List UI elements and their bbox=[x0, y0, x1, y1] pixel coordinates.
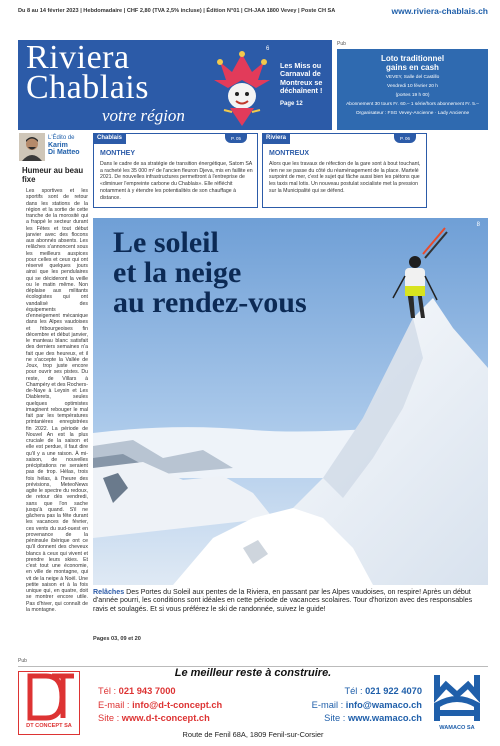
teaser-text: Les Miss ou Carnaval de Montreux se déchaînent ! bbox=[280, 61, 323, 96]
top-info-bar bbox=[18, 5, 488, 17]
brief-section-tab: Riviera bbox=[262, 133, 290, 144]
brief-page-ref: P. 05 bbox=[225, 134, 247, 143]
brief-body: Dans le cadre de sa stratégie de transition énergétique, Satom SA a racheté les 35 000 m² de l'ancien fleuron Djeva, mis en faillite en 2021. De nouvelles infrastructures permettront à l'entreprise de «diminuer l'empreinte carbone du Chablais». Elle réfléchit notamment à y étendre les potentialités de son chauffage à distance. bbox=[100, 161, 253, 201]
loto-brand: Lady Ancienne bbox=[437, 111, 470, 116]
site-value: www.d-t-concept.ch bbox=[121, 713, 210, 723]
masthead-title-line2: Chablais bbox=[26, 69, 149, 106]
editorial-label: L'Édito de bbox=[48, 135, 75, 141]
loto-advertisement[interactable] bbox=[337, 49, 488, 130]
hero-caption bbox=[93, 588, 488, 613]
loto-doors: (portes 19 h 00) bbox=[395, 93, 430, 98]
site-value: www.wamaco.ch bbox=[347, 713, 422, 723]
email-label: E-mail : bbox=[98, 699, 133, 710]
wamaco-logo-mark bbox=[432, 671, 482, 725]
masthead-title bbox=[26, 40, 149, 106]
ad-slogan: Le meilleur reste à construire. bbox=[174, 667, 332, 679]
ad-label-bottom: Pub bbox=[18, 658, 27, 664]
caption-text: Des Portes du Soleil aux pentes de la Riviera, en passant par les Alpes vaudoises, on respire! Après un début d'année pourri, les conditions sont idéales en cette période de vacances scolaires. Tour d'horizon avec des responsables ravis et soulagés. Et si vous préférez le ski de randonnée, suivez le guide! bbox=[93, 588, 473, 613]
hero-headline-line2: et la neige bbox=[113, 256, 242, 289]
phone-value: 021 943 7000 bbox=[118, 686, 176, 696]
hero-headline-line1: Le soleil bbox=[113, 226, 219, 259]
dt-website[interactable] bbox=[98, 712, 248, 726]
email-value: info@d-t-concept.ch bbox=[132, 699, 223, 710]
carnival-mascot-illustration bbox=[210, 50, 274, 128]
editorial-headline: Humeur au beau fixe bbox=[22, 166, 84, 184]
hero-headline-line3: au rendez-vous bbox=[113, 286, 307, 319]
email-label: E-mail : bbox=[311, 699, 346, 710]
masthead-subtitle: votre région bbox=[102, 106, 185, 125]
phone-label: Tél : bbox=[344, 686, 366, 696]
wamaco-email[interactable] bbox=[256, 699, 422, 713]
dt-phone[interactable] bbox=[98, 685, 248, 699]
brief-page-ref: P. 06 bbox=[394, 134, 416, 143]
author-first-name: Karim bbox=[48, 142, 68, 149]
dt-brand-name: DT CONCEPT SA bbox=[26, 723, 72, 729]
dt-concept-logo bbox=[18, 671, 80, 735]
construction-advertisement[interactable] bbox=[18, 666, 488, 741]
dt-email[interactable] bbox=[98, 699, 248, 713]
wamaco-brand-name: WAMACO SA bbox=[439, 725, 475, 731]
author-last-name: Di Matteo bbox=[48, 149, 80, 156]
ad-label-top: Pub bbox=[337, 41, 346, 47]
email-value: info@wamaco.ch bbox=[345, 699, 422, 710]
editorial-body: Les sportives et les sportifs sont de retour dans les stations de la région et la sortie de cette tranche de la morosité qui a frappé le secteur durant les Fêtes et tout début janvier avec des flocons aux abonnés absents. Les relâches s'annoncent sous les meilleurs auspices pour celles et ceux qui ont réservé quelques jours ainsi que les pendulaires qui se décideront la veille ou le matin même. Non déplaise aux militants écologistes qui ont vandalisé des équipements d'enneigement mécanique dans les Alpes vaudoises et fribourgeoises fin décembre et début janvier, le manteau blanc satisfait des derniers semaines n'a fait que des heureux, et il ne s'accepte la Vallée de Joux, trop juste encore pour ouvrir ses pistes. Du reste, de Villars à Champéry et des Rochers-de-Naye à Leysin et Les Diablerets, seules quelques optimistes imaginent rebouger le mal fait par les températures printanières enregistrées fin 2022. La période de Nouvel An est la plus cruciale de la saison et elle est perdue, il faut dire qu'il y a une raison. À mi-saison, de nouvelles précipitations ne seraient pas de trop. Hélas, trois fois hélas, à l'heure des prévisions, MeteoNews agite le spectre du redoux, de retour dès vendredi, sans que l'on sache jusqu'à quand. S'il ne gâchera pas la fête durant les vacances de février, ces vents du sud-ouest en provenance de la péninsule ibérique ont ce qu'il donnent des cheveux blancs à ceux qui vivent et prendre leurs skies. Et c'est tout une économie, en ville de montagne, qui vit de la neige à Noël. Une petite saison et à la fois unique qui, en quatre, doit se montrer encore utile. Pas d'hiver, qui connaît de la montagne. bbox=[26, 188, 88, 613]
ad-address: Route de Fenil 68A, 1809 Fenil-sur-Corsier bbox=[182, 730, 324, 739]
teaser-page: Page 12 bbox=[280, 100, 303, 107]
brief-montreux[interactable] bbox=[262, 133, 427, 208]
loto-organizer: Organisateur : FSG Vevey-Ancienne · Lady Ancienne bbox=[355, 111, 470, 116]
wamaco-website[interactable] bbox=[256, 712, 422, 726]
loto-title-line1: Loto traditionnel bbox=[380, 54, 445, 63]
caption-page-refs: Pages 03, 09 et 20 bbox=[93, 636, 141, 642]
loto-venue: VEVEY, Salle del Castillo bbox=[385, 75, 440, 80]
loto-organizer-text: Organisateur : FSG Vevey-Ancienne bbox=[355, 111, 434, 116]
author-name bbox=[48, 142, 92, 156]
loto-title-line2: gains en cash bbox=[386, 63, 439, 72]
hero-photo[interactable] bbox=[93, 218, 488, 585]
loto-subscription: Abonnement 30 tours Fr. 60.– 1 série/hors abonnement Fr. 5.– bbox=[346, 102, 479, 107]
masthead-teaser[interactable] bbox=[280, 62, 332, 108]
author-avatar bbox=[19, 133, 45, 161]
wamaco-contact-block bbox=[256, 685, 422, 726]
website-link[interactable]: www.riviera-chablais.ch bbox=[391, 6, 488, 16]
brief-body: Alors que les travaux de réfection de la gare sont à bout touchant, rien ne se passe du côté du réaménagement de la place. Martelé surpoint de mer, c'est le sujet qui fâche aussi bien les piétons que les taxis mal lotis. Un nouveau postulat socialiste met la pression sur la Municipalité qui se défend. bbox=[269, 161, 421, 194]
brief-heading: MONTREUX bbox=[269, 150, 310, 157]
site-label: Site : bbox=[324, 713, 348, 723]
dt-logo-mark bbox=[22, 672, 76, 722]
masthead-page-number: 6 bbox=[266, 46, 270, 52]
hero-headline bbox=[113, 228, 307, 318]
brief-section-tab: Chablais bbox=[93, 133, 126, 144]
issue-meta: Du 8 au 14 février 2023 | Hebdomadaire | CHF 2,80 (TVA 2,5% incluse) | Édition N°01 | CH-JAA 1800 Vevey | Poste CH SA bbox=[18, 8, 336, 14]
loto-date: Vendredi 10 février 20 h bbox=[387, 84, 438, 89]
site-label: Site : bbox=[98, 713, 122, 723]
caption-keyword: Relâches bbox=[93, 588, 125, 596]
masthead-title-line1: Riviera bbox=[26, 40, 130, 76]
dt-contact-block bbox=[98, 685, 248, 726]
wamaco-phone[interactable] bbox=[256, 685, 422, 699]
brief-monthey[interactable] bbox=[93, 133, 258, 208]
phone-value: 021 922 4070 bbox=[365, 686, 422, 696]
hero-page-number: 8 bbox=[476, 222, 480, 228]
phone-label: Tél : bbox=[98, 686, 119, 696]
wamaco-logo bbox=[426, 671, 488, 735]
brief-heading: MONTHEY bbox=[100, 150, 135, 157]
masthead bbox=[18, 40, 332, 130]
